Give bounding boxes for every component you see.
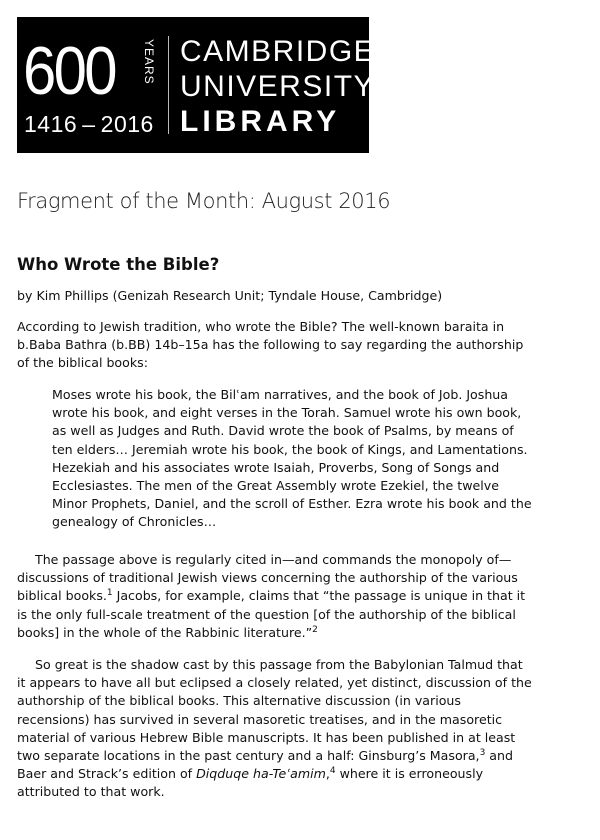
para-line: material of various Hebrew Bible manuscripts. It has been published in at least [17, 729, 516, 745]
para-line [17, 587, 525, 605]
quote-line: wrote his book, and eight verses in the Torah. Samuel wrote his own book, [52, 405, 522, 421]
logo-line-cambridge: CAMBRIDGE [180, 35, 376, 68]
para-line: attributed to that work. [17, 784, 165, 800]
text-span: biblical books. [17, 588, 107, 604]
logo-line-library: LIBRARY [180, 105, 341, 138]
logo-divider [168, 36, 169, 134]
text-span: where it is erroneously [335, 766, 484, 782]
quote-line: Hezekiah and his associates wrote Isaiah, Proverbs, Song of Songs and [52, 459, 500, 475]
intro-line: According to Jewish tradition, who wrote the Bible? The well-known baraita in [17, 319, 505, 334]
quote-line: ten elders… Jeremiah wrote his book, the book of Kings, and Lamentations. [52, 441, 528, 457]
text-span: Jacobs, for example, claims that “the passage is unique in that it [112, 588, 526, 604]
text-span: two separate locations in the past century and a half: Ginsburg’s Masora, [17, 747, 480, 763]
quote-line: as well as Judges and Ruth. David wrote the book of Psalms, by means of [52, 423, 514, 439]
text-span: Baer and Strack’s edition of [17, 766, 197, 782]
quote-line: Ecclesiastes. The men of the Great Assembly wrote Ezekiel, the twelve [52, 477, 499, 493]
cambridge-university-library-600-logo [17, 17, 376, 153]
intro-paragraph [17, 318, 523, 373]
logo-600-number: 600 [23, 33, 115, 109]
para-line [17, 765, 532, 783]
footnote-ref-4[interactable]: 4 [329, 766, 336, 777]
para-line: it appears to have all but eclipsed a closely related, yet distinct, discussion of the [17, 675, 532, 691]
logo-years-label: YEARS [142, 39, 156, 85]
byline: by Kim Phillips (Genizah Research Unit; Tyndale House, Cambridge) [17, 288, 443, 303]
text-span: books] in the whole of the Rabbinic literature.” [17, 624, 313, 640]
para-line: The passage above is regularly cited in—and commands the monopoly of— [35, 552, 512, 567]
text-span: , [325, 766, 330, 782]
para-line: discussions of traditional Jewish views concerning the authorship of the various [17, 570, 518, 586]
para-line: is the only full-scale treatment of the question [of the authorship of the biblical [17, 606, 516, 622]
footnote-ref-1[interactable]: 1 [106, 588, 113, 599]
footnote-ref-2[interactable]: 2 [312, 624, 318, 635]
intro-line: of the biblical books: [17, 355, 148, 371]
book-title-italic: Diqduqe ha-Teʿamim [196, 766, 326, 782]
text-span: and [485, 747, 513, 763]
article-title: Who Wrote the Bible? [17, 255, 220, 274]
paragraph-2 [17, 551, 525, 642]
paragraph-3 [17, 656, 532, 802]
para-line: So great is the shadow cast by this passage from the Babylonian Talmud that [35, 657, 523, 672]
logo-line-university: UNIVERSITY [180, 70, 376, 103]
footnote-ref-3[interactable]: 3 [479, 747, 486, 758]
page-title: Fragment of the Month: August 2016 [17, 189, 391, 213]
quote-line: Moses wrote his book, the Bilʿam narratives, and the book of Job. Joshua [52, 387, 509, 402]
para-line [17, 747, 532, 765]
block-quote [52, 386, 532, 532]
quote-line: genealogy of Chronicles… [52, 514, 217, 530]
logo-dates: 1416 – 2016 [24, 111, 154, 137]
para-line: authorship of the biblical books. This alternative discussion (in various [17, 693, 461, 709]
intro-line: b.Baba Bathra (b.BB) 14b–15a has the following to say regarding the authorship [17, 337, 524, 353]
para-line [17, 624, 525, 642]
quote-line: Minor Prophets, Daniel, and the scroll of Esther. Ezra wrote his book and the [52, 496, 532, 512]
para-line: recensions) has survived in several masoretic treatises, and in the masoretic [17, 711, 503, 727]
